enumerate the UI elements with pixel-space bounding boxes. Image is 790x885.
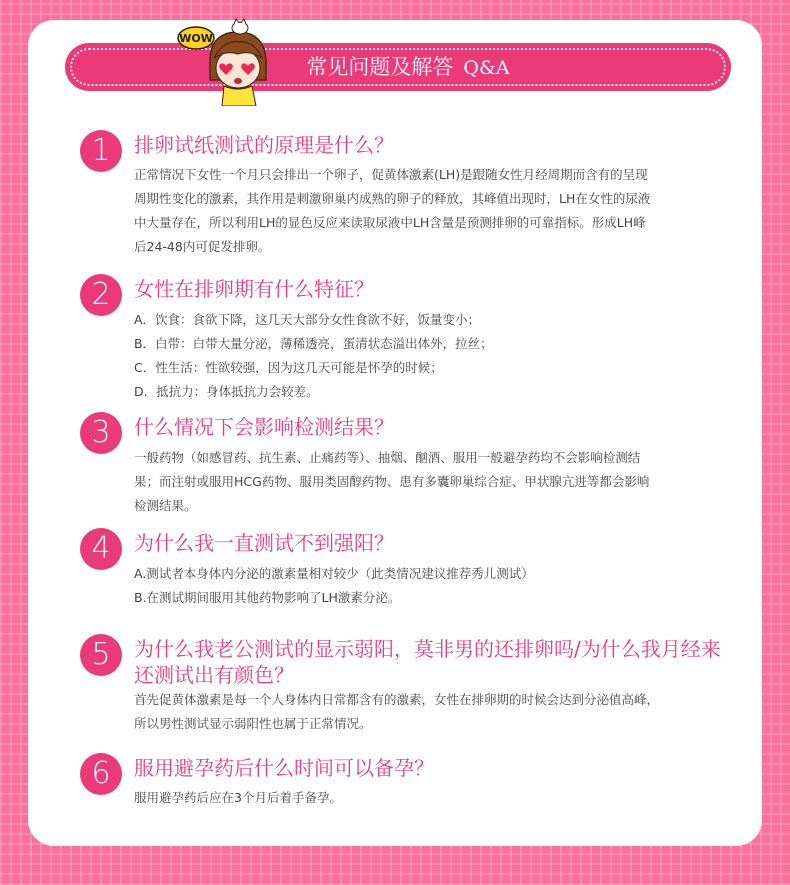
faq-number-badge: 5 <box>80 634 122 676</box>
faq-question: 女性在排卵期有什么特征？ <box>134 277 374 301</box>
answer-line: 果；而注射或服用HCG药物、服用类固醇药物、患有多囊卵巢综合症、甲状腺亢进等都会影响 <box>134 474 650 489</box>
faq-item-5 <box>80 634 720 744</box>
answer-line: 一般药物（如感冒药、抗生素、止痛药等）、抽烟、酗酒、服用一般避孕药均不会影响检测结 <box>134 450 641 465</box>
faq-answer <box>134 163 724 259</box>
faq-item-3 <box>80 412 720 522</box>
wow-bubble-icon <box>178 27 214 49</box>
page-title-text: 常见问题及解答 <box>306 55 454 79</box>
faq-number-badge: 6 <box>80 753 122 795</box>
faq-item-2 <box>80 274 720 404</box>
header-banner <box>65 43 731 91</box>
faq-question: 排卵试纸测试的原理是什么？ <box>134 133 394 157</box>
answer-line: C．性生活：性欲较强，因为这几天可能是怀孕的时候； <box>134 360 443 375</box>
answer-line: 服用避孕药后应在3个月后着手备孕。 <box>134 790 342 805</box>
answer-line: D．抵抗力：身体抵抗力会较差。 <box>134 384 319 399</box>
faq-number-badge: 3 <box>80 412 122 454</box>
faq-item-4 <box>80 528 720 618</box>
faq-question: 服用避孕药后什么时间可以备孕？ <box>134 756 434 780</box>
answer-line: 检测结果。 <box>134 498 197 513</box>
answer-line: B．白带：白带大量分泌，薄稀透亮，蛋清状态溢出体外，拉丝； <box>134 336 493 351</box>
page-subtitle: Q&A <box>463 57 510 79</box>
faq-answer <box>134 446 724 518</box>
mascot-girl-icon <box>168 18 278 106</box>
answer-line: 正常情况下女性一个月只会排出一个卵子，促黄体激素(LH)是跟随女性月经周期而含有的呈现 <box>134 167 648 182</box>
faq-item-6 <box>80 753 720 823</box>
answer-line: 首先促黄体激素是每一个人身体内日常都含有的激素，女性在排卵期的时候会达到分泌值高峰， <box>134 692 660 707</box>
faq-answer <box>134 786 724 810</box>
faq-answer <box>134 562 724 610</box>
answer-line: A.测试者本身体内分泌的激素量相对较少（此类情况建议推荐秀儿测试） <box>134 566 534 581</box>
answer-line: A．饮食：食欲下降，这几天大部分女性食欲不好，饭量变小； <box>134 312 481 327</box>
wow-text: WOW <box>179 32 213 45</box>
faq-answer <box>134 308 724 404</box>
answer-line: 中大量存在，所以利用LH的显色反应来读取尿液中LH含量是预测排卵的可靠指标。形成LH峰 <box>134 215 646 230</box>
faq-number-badge: 4 <box>80 528 122 570</box>
faq-question: 什么情况下会影响检测结果？ <box>134 415 394 439</box>
faq-number-badge: 1 <box>80 130 122 172</box>
answer-line: 后24-48内可促发排卵。 <box>134 239 271 254</box>
answer-line: 周期性变化的激素，其作用是刺激卵巢内成熟的卵子的释放，其峰值出现时，LH在女性的尿液 <box>134 191 651 206</box>
faq-item-1 <box>80 130 720 260</box>
faq-number-badge: 2 <box>80 274 122 316</box>
answer-line: B.在测试期间服用其他药物影响了LH激素分泌。 <box>134 590 401 605</box>
page-title <box>65 43 731 91</box>
faq-answer <box>134 688 724 736</box>
faq-question: 为什么我一直测试不到强阳？ <box>134 531 394 555</box>
faq-question: 为什么我老公测试的显示弱阳，莫非男的还排卵吗/为什么我月经来还测试出有颜色？ <box>134 637 721 687</box>
answer-line: 所以男性测试显示弱阳性也属于正常情况。 <box>134 716 372 731</box>
